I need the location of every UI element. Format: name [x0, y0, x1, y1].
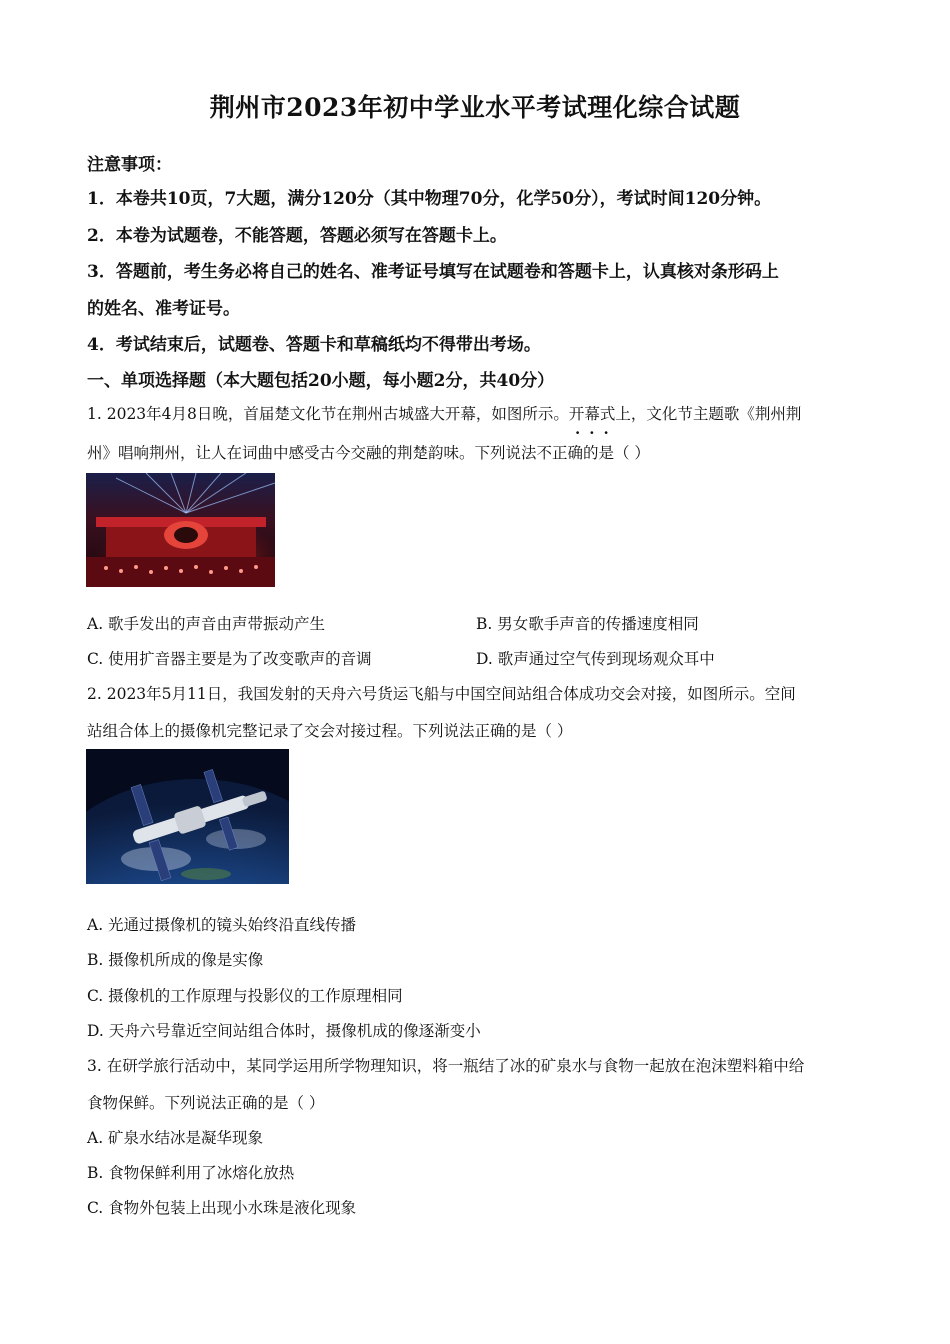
notice-item-3-cont: 的姓名、准考证号。	[87, 299, 240, 319]
emphasis-dots: ···	[575, 424, 618, 442]
section-heading: 一、单项选择题（本大题包括20小题，每小题2分，共40分）	[87, 371, 555, 391]
q1-stem-line2: 州》唱响荆州，让人在词曲中感受古今交融的荆楚韵味。下列说法不正确的是（ ）	[87, 444, 650, 462]
q3-option-b: B. 食物保鲜利用了冰熔化放热	[87, 1164, 295, 1182]
q1-stem-line1: 1. 2023年4月8日晚，首届楚文化节在荆州古城盛大开幕，如图所示。开幕式上，文化节主题歌《荆州荆	[87, 405, 802, 423]
q1-stage-photo	[86, 473, 275, 587]
notice-item-3: 3．答题前，考生务必将自己的姓名、准考证号填写在试题卷和答题卡上，认真核对条形码上	[87, 262, 779, 282]
notice-item-4: 4．考试结束后，试题卷、答题卡和草稿纸均不得带出考场。	[87, 335, 541, 355]
space-station-image	[86, 749, 289, 884]
q1-option-c: C. 使用扩音器主要是为了改变歌声的音调	[87, 650, 372, 668]
notice-item-1: 1．本卷共10页，7大题，满分120分（其中物理70分，化学50分），考试时间120分钟。	[87, 189, 772, 209]
q3-option-c: C. 食物外包装上出现小水珠是液化现象	[87, 1199, 357, 1217]
q3-option-a: A. 矿泉水结冰是凝华现象	[87, 1129, 264, 1147]
notice-item-2: 2．本卷为试题卷，不能答题，答题必须写在答题卡上。	[87, 226, 507, 246]
q2-option-d: D. 天舟六号靠近空间站组合体时，摄像机成的像逐渐变小	[87, 1022, 481, 1040]
notice-heading: 注意事项：	[87, 155, 172, 175]
q2-option-a: A. 光通过摄像机的镜头始终沿直线传播	[87, 916, 357, 934]
q3-stem-line1: 3. 在研学旅行活动中，某同学运用所学物理知识，将一瓶结了冰的矿泉水与食物一起放在泡沫塑料箱中给	[87, 1057, 805, 1075]
q2-option-c: C. 摄像机的工作原理与投影仪的工作原理相同	[87, 987, 403, 1005]
q2-space-station-photo	[86, 749, 289, 884]
q1-option-d: D. 歌声通过空气传到现场观众耳中	[476, 650, 715, 668]
q3-stem-line2: 食物保鲜。下列说法正确的是（ ）	[87, 1094, 325, 1112]
page-title: 荆州市2023年初中学业水平考试理化综合试题	[209, 93, 741, 122]
q2-stem-line1: 2. 2023年5月11日，我国发射的天舟六号货运飞船与中国空间站组合体成功交会对接，如图所示。空间	[87, 685, 796, 703]
q2-stem-line2: 站组合体上的摄像机完整记录了交会对接过程。下列说法正确的是（ ）	[87, 722, 573, 740]
q1-option-a: A. 歌手发出的声音由声带振动产生	[87, 615, 326, 633]
q2-option-b: B. 摄像机所成的像是实像	[87, 951, 264, 969]
q1-option-b: B. 男女歌手声音的传播速度相同	[476, 615, 699, 633]
stage-image	[86, 473, 275, 587]
